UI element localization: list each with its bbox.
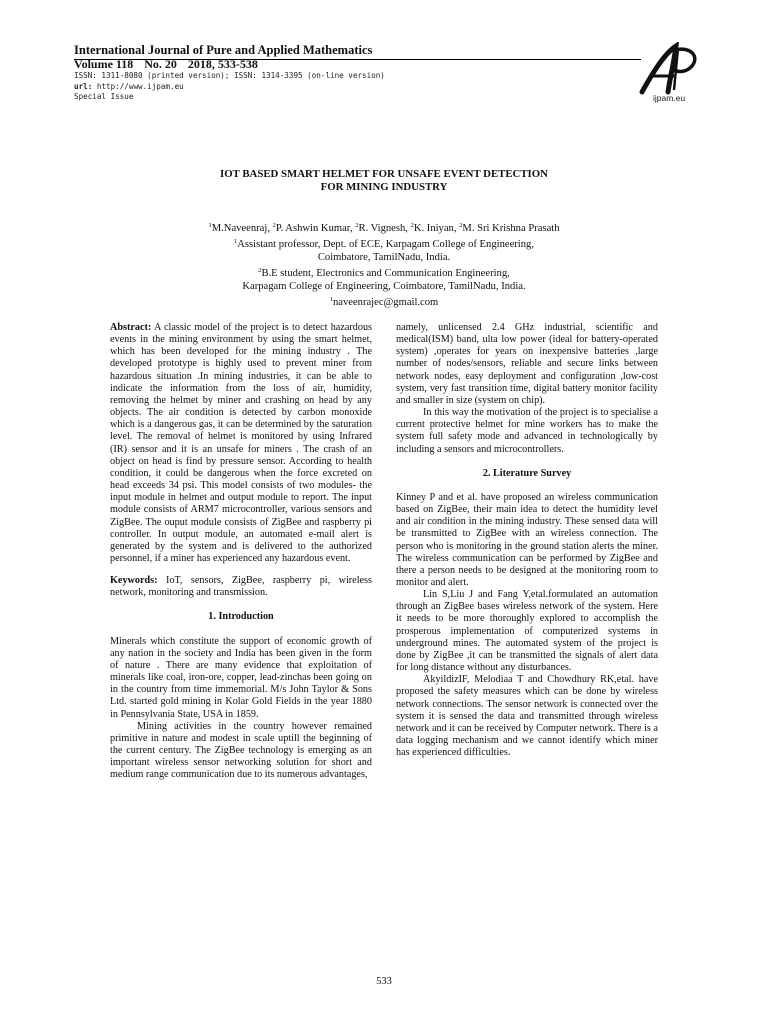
affiliation-sup: 2 [258, 267, 262, 274]
paragraph: Lin S,Liu J and Fang Y,etal.formulated an automation through an ZigBee bases wireless network of the system. Here it needs to be more thoroughly explored to accomplish the prosperous implementation of computerized systems in underground mines. The automated system of the project is done by ZigBee ,it can be transmitted the signals of alert data for long distance without any disturbances. [396, 589, 658, 674]
author-name: K. Iniyan, [413, 223, 460, 234]
issn-line: ISSN: 1311-8080 (printed version); ISSN: 1314-3395 (on-line version) [74, 71, 385, 80]
author-name: M.Naveenraj, [211, 223, 273, 234]
affiliation-1-location: Coimbatore, TamilNadu, India. [317, 252, 451, 263]
author-list [100, 219, 668, 235]
paragraph: AkyildizIF, Melodiaa T and Chowdhury RK,etal. have proposed the safety measures which can be done by wireless network connections. The sensor network is connected over the system it is sensed the data and transmitted through wireless network and it can be received by Computer network. There is a data logging mechanism and we cannot identify which miner has experienced difficulties. [396, 674, 658, 759]
paragraph: namely, unlicensed 2.4 GHz industrial, scientific and medical(ISM) band, ulta low power (ideal for battery-operated system) ,operates for years on inexpensive batteries ,large number of nodes/sensors, reliable and secure links between network nodes, easy deployment and configuration ,low-cost system, very fast transition time, digital battery monitor facility and smaller in size (system on chip). [396, 322, 658, 406]
journal-header [74, 43, 694, 103]
title-line-2: FOR MINING INDUSTRY [320, 181, 448, 193]
header-rule [74, 59, 641, 60]
author-name: P. Ashwin Kumar, [275, 223, 356, 234]
year-pages: 2018, 533-538 [187, 57, 258, 71]
author-sup: 2 [272, 222, 276, 229]
url-line [74, 82, 694, 93]
author-sup: 2 [410, 222, 414, 229]
affiliation-2 [100, 264, 668, 280]
affiliation-2-location: Karpagam College of Engineering, Coimbatore, TamilNadu, India. [242, 281, 526, 292]
keywords-text: IoT, sensors, ZigBee, raspberry pi, wireless network, monitoring and transmission. [110, 575, 372, 599]
paragraph: Mining activities in the country however remained primitive in nature and modest in scale uptill the beginning of the current century. The ZigBee technology is emerging as an important wireless sensor networking solution for short and medium range communication due to its numerous advantages, [110, 720, 372, 781]
author-block [100, 219, 668, 309]
contact-email [100, 293, 668, 309]
left-column [110, 322, 372, 781]
right-column [396, 322, 658, 759]
abstract [110, 322, 372, 565]
email-sup: 1 [329, 296, 333, 303]
author-sup: 2 [459, 222, 463, 229]
issue-number: No. 20 [144, 57, 177, 71]
paper-title [120, 168, 648, 194]
author-name: R. Vignesh, [358, 223, 411, 234]
author-sup: 2 [355, 222, 359, 229]
paragraph: In this way the motivation of the project is to specialise a current protective helmet for mine workers has to make the system full safety mode and advanced in technologically by including a sensors and microcontrollers. [396, 407, 658, 455]
affiliation-text: Assistant professor, Dept. of ECE, Karpagam College of Engineering, [237, 239, 534, 250]
abstract-text: A classic model of the project is to detect hazardous events in the mining environment by using the smart helmet, which has been developed for the mining industry . The developed prototype is highly used to prevent miner from hazardous situation .In mining industries, it can be able to indicate the information from the loss of air, humidity, removing the helmet by miner and crashing on head by any objects. The air condition is detected by carbon monoxide which is a dangerous gas, it can be determined by the saturation level. The removal of helmet is monitored by using Infrared (IR) sensor and it is an unsafe for miners . The crash of an object on head is find by pressure sensor. According to health condition, it could be dangerous when the force excreted on head exceeds 34 psi. This model consists of two modules- the input module in helmet and output module to report. The input module consists of ARM7 microcontroller, various sensors and ZigBee. The ouput module consists of ZigBee and raspberry pi controller. In output module, an automated e-mail alert is generated by the system and is delivered to the authorized personnel, if a miner has experienced any hazardous event. [110, 322, 372, 564]
affiliation-sup: 1 [234, 238, 238, 245]
keywords-label: Keywords: [110, 575, 158, 587]
section-heading-literature-survey: 2. Literature Survey [482, 467, 572, 479]
keywords [110, 575, 372, 599]
special-issue: Special Issue [74, 92, 134, 101]
affiliation-1 [100, 235, 668, 251]
title-line-1: IOT BASED SMART HELMET FOR UNSAFE EVENT DETECTION [220, 168, 548, 180]
journal-title: International Journal of Pure and Applied Mathematics [74, 43, 373, 57]
volume: Volume 118 [74, 57, 134, 71]
url-label: url: [74, 81, 93, 91]
paragraph: Kinney P and et al. have proposed an wireless communication based on ZigBee, their main idea to detect the humidity level and air condition in the mining industry. These sensed data will be transmitted to ZigBee with an wireless connection. The person who is monitoring in the ground station alerts the miner. The wireless communication can be performed by ZigBee and there a person needs to be designed at the monitoring room to monitor and alert. [396, 491, 658, 588]
affiliation-text: B.E student, Electronics and Communication Engineering, [261, 268, 510, 279]
author-name: M. Sri Krishna Prasath [462, 223, 560, 234]
section-heading-introduction: 1. Introduction [208, 611, 274, 623]
journal-url[interactable]: http://www.ijpam.eu [96, 81, 184, 91]
logo-caption: ijpam.eu [653, 93, 686, 103]
abstract-label: Abstract: [110, 322, 152, 333]
author-sup: 1 [208, 222, 212, 229]
email-address[interactable]: naveenrajec@gmail.com [332, 297, 439, 308]
paragraph: Minerals which constitute the support of economic growth of any nation in the society and India has been given in the form of nature . There are many evidence that exploitation of minerals like coal, iron-ore, copper, lead-zinchas been going on in the country from time immemorial. M/s John Taylor & Sons Ltd. started gold mining in Kolar Gold Fields in the year 1880 in Pennsylvania State, USA in 1859. [110, 635, 372, 720]
page-number: 533 [376, 976, 392, 987]
